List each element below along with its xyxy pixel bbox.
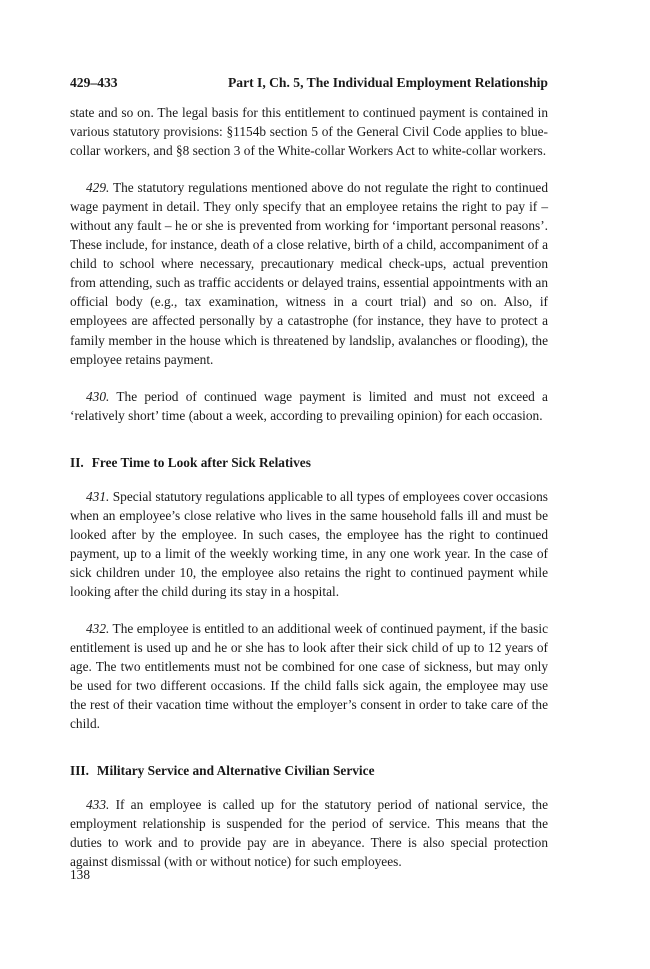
paragraph-number: 433. — [86, 797, 110, 813]
paragraph-431 — [70, 487, 548, 601]
paragraph-number: 431. — [86, 488, 110, 504]
paragraph-text: The statutory regulations mentioned above do not regulate the right to continued wage payment in detail. They only specify that an employee retains the right to pay if – without any fault – he or she is prevented from working for ‘important personal reasons’. These include, for instance, death of a close relative, birth of a child, accompaniment of a child to school where necessary, precautionary medical check-ups, actual prevention from attending, such as traffic accidents or delayed trains, essential appointments with an official body (e.g., tax examination, witness in a court trial) and so on. Also, if employees are affected personally by a catastrophe (for instance, they have to protect a family member in the house which is threatened by landslip, avalanches or flooding), the employee retains payment. — [70, 180, 548, 367]
section-title: Free Time to Look after Sick Relatives — [91, 454, 311, 470]
intro-paragraph: state and so on. The legal basis for this entitlement to continued payment is contained in various statutory provisions: §1154b section 5 of the General Civil Code applies to blue-collar workers, and §8 section 3 of the White-collar Workers Act to white-collar workers. — [70, 105, 548, 159]
section-number: III. — [70, 763, 89, 779]
paragraph-429 — [70, 178, 548, 368]
paragraph-text: Special statutory regulations applicable to all types of employees cover occasions when an employee’s close relative who lives in the same household falls ill and must be looked after by the employee. In such cases, the employee has the right to continued payment, up to a limit of the weekly working time, in any one work year. In the case of sick children under 10, the employee also retains the right to continued payment while looking after the child during its stay in a hospital. — [70, 488, 548, 599]
paragraph-number: 430. — [86, 388, 110, 404]
paragraph-432 — [70, 619, 548, 733]
section-range: 429–433 — [70, 75, 118, 90]
section-number: II. — [70, 454, 84, 470]
paragraph-430 — [70, 387, 548, 425]
paragraph-433 — [70, 795, 548, 871]
paragraph-number: 429. — [86, 180, 110, 196]
section-title: Military Service and Alternative Civilian Service — [96, 763, 375, 779]
section-heading-ii — [70, 453, 548, 472]
paragraph-text: The period of continued wage payment is limited and must not exceed a ‘relatively short’ time (about a week, according to prevailing opinion) for each occasion. — [70, 388, 548, 423]
paragraph-text: The employee is entitled to an additional week of continued payment, if the basic entitlement is used up and he or she has to look after their sick child of up to 12 years of age. The two entitlements must not be combined for one case of sickness, but may only be used for two different occasions. If the child falls sick again, the employee may use the rest of their vacation time without the employer’s consent in order to take care of the child. — [70, 620, 548, 732]
chapter-title: Part I, Ch. 5, The Individual Employment Relationship — [227, 75, 548, 90]
page-number: 138 — [70, 867, 91, 882]
paragraph-text: If an employee is called up for the statutory period of national service, the employment relationship is suspended for the period of service. This means that the duties to work and to provide pay are in abeyance. There is also special protection against dismissal (with or without notice) for such employees. — [70, 797, 548, 870]
section-heading-iii — [70, 761, 548, 780]
page-content — [70, 74, 548, 871]
running-head — [70, 74, 548, 92]
paragraph-number: 432. — [86, 620, 110, 636]
